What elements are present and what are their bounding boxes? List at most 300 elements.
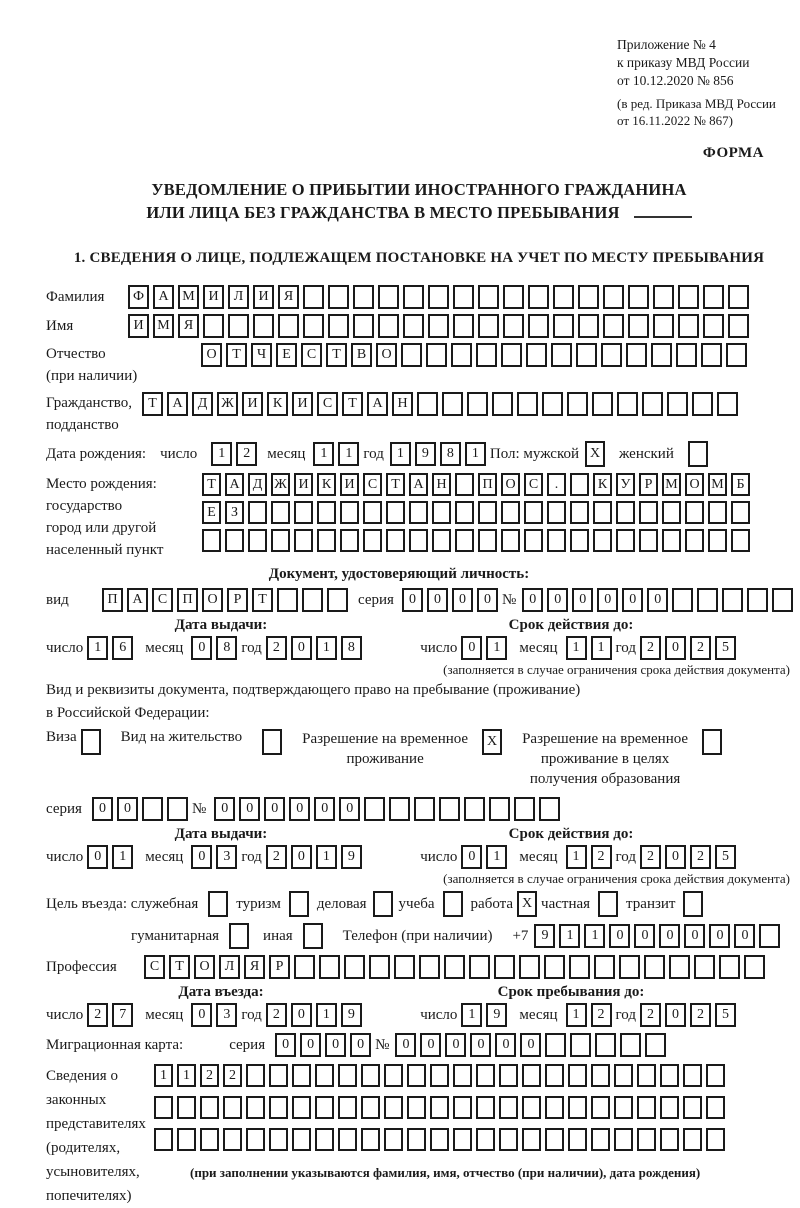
form-cell[interactable] [432,501,451,524]
stay-year-cells[interactable] [640,1003,740,1027]
form-cell[interactable]: П [478,473,497,496]
form-cell[interactable]: З [225,501,244,524]
form-cell[interactable]: Ж [217,392,238,416]
form-cell[interactable]: 1 [486,845,507,869]
form-cell[interactable]: Л [228,285,249,309]
form-cell[interactable]: 0 [291,845,312,869]
form-cell[interactable]: С [301,343,322,367]
form-cell[interactable]: И [128,314,149,338]
form-cell[interactable] [528,314,549,338]
form-cell[interactable] [701,343,722,367]
form-cell[interactable]: Е [276,343,297,367]
form-cell[interactable] [522,1096,541,1119]
form-cell[interactable]: 2 [87,1003,108,1027]
form-cell[interactable] [338,1128,357,1151]
form-cell[interactable] [759,924,780,948]
form-cell[interactable]: М [153,314,174,338]
form-cell[interactable]: И [294,473,313,496]
form-cell[interactable] [570,473,589,496]
form-cell[interactable] [269,1096,288,1119]
permit-valid-month-cells[interactable] [566,845,616,869]
form-cell[interactable] [628,314,649,338]
form-cell[interactable]: Б [731,473,750,496]
entry-day-cells[interactable] [87,1003,137,1027]
form-cell[interactable]: 0 [470,1033,491,1057]
form-cell[interactable] [703,314,724,338]
form-cell[interactable]: Т [142,392,163,416]
form-cell[interactable] [731,501,750,524]
form-cell[interactable] [637,1128,656,1151]
doc-issue-month-cells[interactable] [191,636,241,660]
form-cell[interactable] [570,501,589,524]
form-cell[interactable]: Я [278,285,299,309]
form-cell[interactable] [453,285,474,309]
form-cell[interactable] [706,1128,725,1151]
form-cell[interactable]: Т [342,392,363,416]
form-cell[interactable] [628,285,649,309]
form-cell[interactable] [591,1096,610,1119]
form-cell[interactable]: 0 [597,588,618,612]
form-cell[interactable] [361,1096,380,1119]
form-cell[interactable]: А [167,392,188,416]
form-cell[interactable] [455,529,474,552]
form-cell[interactable] [430,1128,449,1151]
form-cell[interactable] [645,1033,666,1057]
form-cell[interactable] [386,529,405,552]
form-cell[interactable] [277,588,298,612]
form-cell[interactable]: 0 [289,797,310,821]
form-cell[interactable] [728,314,749,338]
form-cell[interactable]: 1 [566,636,587,660]
form-cell[interactable]: 0 [395,1033,416,1057]
form-cell[interactable] [568,1064,587,1087]
form-cell[interactable] [401,343,422,367]
form-cell[interactable] [639,501,658,524]
form-cell[interactable] [717,392,738,416]
form-cell[interactable] [361,1128,380,1151]
form-cell[interactable]: 0 [92,797,113,821]
form-cell[interactable] [616,501,635,524]
form-cell[interactable] [614,1096,633,1119]
form-cell[interactable] [177,1096,196,1119]
form-cell[interactable] [576,343,597,367]
form-cell[interactable]: 5 [715,636,736,660]
form-cell[interactable]: 9 [341,845,362,869]
form-cell[interactable]: 0 [420,1033,441,1057]
form-cell[interactable] [708,529,727,552]
form-cell[interactable]: 0 [191,845,212,869]
form-cell[interactable]: 0 [609,924,630,948]
form-cell[interactable] [294,529,313,552]
form-cell[interactable] [685,501,704,524]
form-cell[interactable]: 1 [316,636,337,660]
form-cell[interactable] [644,955,665,979]
form-cell[interactable]: О [501,473,520,496]
form-cell[interactable] [524,529,543,552]
form-cell[interactable] [319,955,340,979]
form-cell[interactable]: Я [244,955,265,979]
form-cell[interactable] [501,343,522,367]
form-cell[interactable] [708,501,727,524]
form-cell[interactable] [676,343,697,367]
form-cell[interactable] [547,529,566,552]
form-cell[interactable] [614,1064,633,1087]
form-cell[interactable] [327,588,348,612]
form-cell[interactable]: С [317,392,338,416]
form-cell[interactable] [426,343,447,367]
form-cell[interactable] [455,501,474,524]
form-cell[interactable] [469,955,490,979]
form-cell[interactable] [430,1064,449,1087]
form-cell[interactable] [594,955,615,979]
form-cell[interactable]: А [409,473,428,496]
form-cell[interactable] [338,1064,357,1087]
form-cell[interactable]: М [178,285,199,309]
form-cell[interactable]: 3 [216,1003,237,1027]
form-cell[interactable]: И [292,392,313,416]
surname-cells[interactable] [128,285,753,309]
form-cell[interactable] [719,955,740,979]
form-cell[interactable]: А [153,285,174,309]
form-cell[interactable] [407,1128,426,1151]
form-cell[interactable] [569,955,590,979]
form-cell[interactable]: 0 [452,588,473,612]
form-cell[interactable] [489,797,510,821]
form-cell[interactable] [578,314,599,338]
form-cell[interactable] [369,955,390,979]
form-cell[interactable] [542,392,563,416]
form-cell[interactable] [653,285,674,309]
permit-series-cells[interactable] [92,797,192,821]
form-cell[interactable] [683,1128,702,1151]
form-cell[interactable] [223,1096,242,1119]
form-cell[interactable]: А [225,473,244,496]
birth-year-cells[interactable] [390,442,490,466]
form-cell[interactable] [432,529,451,552]
form-cell[interactable] [653,314,674,338]
form-cell[interactable]: Н [392,392,413,416]
stay-month-cells[interactable] [566,1003,616,1027]
form-cell[interactable] [501,501,520,524]
form-cell[interactable] [669,955,690,979]
form-cell[interactable]: 0 [734,924,755,948]
form-cell[interactable]: 0 [87,845,108,869]
birthplace-cells-row1[interactable] [202,473,754,496]
birthplace-cells-row3[interactable] [202,529,754,552]
doc-valid-year-cells[interactable] [640,636,740,660]
phone-cells[interactable] [534,924,784,948]
form-cell[interactable]: 1 [465,442,486,466]
form-cell[interactable]: 0 [622,588,643,612]
form-cell[interactable] [593,501,612,524]
form-cell[interactable]: 1 [566,845,587,869]
form-cell[interactable]: С [363,473,382,496]
purpose-tourism-checkbox[interactable] [289,891,309,917]
form-cell[interactable]: 2 [266,845,287,869]
doc-issue-day-cells[interactable] [87,636,137,660]
purpose-humanitarian-checkbox[interactable] [229,923,249,949]
form-cell[interactable]: 0 [339,797,360,821]
form-cell[interactable]: 2 [690,636,711,660]
form-cell[interactable] [553,285,574,309]
form-cell[interactable]: 0 [427,588,448,612]
form-cell[interactable] [731,529,750,552]
citizenship-cells[interactable] [142,392,742,416]
sex-male-checkbox[interactable]: X [585,441,605,467]
form-cell[interactable] [200,1096,219,1119]
form-cell[interactable]: 0 [275,1033,296,1057]
form-cell[interactable] [453,314,474,338]
form-cell[interactable]: 2 [591,1003,612,1027]
form-cell[interactable]: 1 [591,636,612,660]
form-cell[interactable]: 1 [566,1003,587,1027]
form-cell[interactable]: К [267,392,288,416]
permit-issue-day-cells[interactable] [87,845,137,869]
form-cell[interactable] [315,1064,334,1087]
form-cell[interactable]: 0 [264,797,285,821]
doc-type-cells[interactable] [102,588,352,612]
permit-issue-year-cells[interactable] [266,845,366,869]
form-cell[interactable] [570,1033,591,1057]
form-cell[interactable] [363,529,382,552]
form-cell[interactable]: И [242,392,263,416]
form-cell[interactable] [407,1064,426,1087]
form-cell[interactable] [601,343,622,367]
form-cell[interactable]: Т [386,473,405,496]
form-cell[interactable] [414,797,435,821]
form-cell[interactable] [660,1096,679,1119]
form-cell[interactable] [292,1128,311,1151]
form-cell[interactable] [453,1128,472,1151]
stay-day-cells[interactable] [461,1003,511,1027]
form-cell[interactable]: И [340,473,359,496]
doc-issue-year-cells[interactable] [266,636,366,660]
form-cell[interactable]: 7 [112,1003,133,1027]
form-cell[interactable] [386,501,405,524]
form-cell[interactable] [409,529,428,552]
visa-checkbox[interactable] [81,729,101,755]
form-cell[interactable] [545,1033,566,1057]
form-cell[interactable] [639,529,658,552]
form-cell[interactable]: 2 [223,1064,242,1087]
form-cell[interactable] [428,314,449,338]
form-cell[interactable] [528,285,549,309]
profession-cells[interactable] [144,955,769,979]
form-cell[interactable]: 0 [191,636,212,660]
form-cell[interactable]: 1 [313,442,334,466]
form-cell[interactable] [637,1064,656,1087]
form-cell[interactable] [246,1096,265,1119]
form-cell[interactable]: 0 [495,1033,516,1057]
form-cell[interactable]: 1 [461,1003,482,1027]
form-cell[interactable]: 1 [390,442,411,466]
form-cell[interactable] [651,343,672,367]
form-cell[interactable] [246,1128,265,1151]
form-cell[interactable]: 0 [314,797,335,821]
form-cell[interactable] [203,314,224,338]
form-cell[interactable] [478,285,499,309]
form-cell[interactable]: Д [248,473,267,496]
form-cell[interactable] [409,501,428,524]
form-cell[interactable]: 9 [486,1003,507,1027]
doc-valid-day-cells[interactable] [461,636,511,660]
form-cell[interactable] [591,1064,610,1087]
form-cell[interactable] [614,1128,633,1151]
form-cell[interactable] [683,1096,702,1119]
mig-series-cells[interactable] [275,1033,375,1057]
form-cell[interactable] [662,501,681,524]
form-cell[interactable] [476,1064,495,1087]
form-cell[interactable] [722,588,743,612]
form-cell[interactable] [591,1128,610,1151]
form-cell[interactable] [328,285,349,309]
form-cell[interactable] [726,343,747,367]
form-cell[interactable] [154,1128,173,1151]
form-cell[interactable] [494,955,515,979]
form-cell[interactable] [672,588,693,612]
form-cell[interactable] [248,501,267,524]
form-cell[interactable] [353,285,374,309]
form-cell[interactable] [492,392,513,416]
form-cell[interactable] [660,1064,679,1087]
form-cell[interactable]: . [547,473,566,496]
form-cell[interactable] [453,1096,472,1119]
form-cell[interactable]: 1 [87,636,108,660]
temp-permit-checkbox[interactable]: X [482,729,502,755]
form-cell[interactable] [361,1064,380,1087]
form-cell[interactable]: 2 [690,1003,711,1027]
form-cell[interactable] [253,314,274,338]
form-cell[interactable] [545,1064,564,1087]
form-cell[interactable] [303,285,324,309]
form-cell[interactable]: Т [169,955,190,979]
form-cell[interactable]: Д [192,392,213,416]
form-cell[interactable]: 0 [665,845,686,869]
form-cell[interactable] [662,529,681,552]
form-cell[interactable]: Л [219,955,240,979]
form-cell[interactable]: М [708,473,727,496]
form-cell[interactable] [451,343,472,367]
form-cell[interactable]: 1 [154,1064,173,1087]
form-cell[interactable]: 9 [534,924,555,948]
form-cell[interactable]: О [201,343,222,367]
form-cell[interactable] [568,1096,587,1119]
form-cell[interactable]: О [685,473,704,496]
form-cell[interactable]: 1 [338,442,359,466]
form-cell[interactable] [503,285,524,309]
form-cell[interactable] [694,955,715,979]
form-cell[interactable]: 1 [559,924,580,948]
form-cell[interactable] [667,392,688,416]
form-cell[interactable]: 0 [239,797,260,821]
form-cell[interactable] [545,1096,564,1119]
form-cell[interactable]: С [524,473,543,496]
form-cell[interactable] [167,797,188,821]
form-cell[interactable] [389,797,410,821]
form-cell[interactable] [692,392,713,416]
form-cell[interactable] [315,1128,334,1151]
form-cell[interactable]: К [593,473,612,496]
form-cell[interactable]: Ф [128,285,149,309]
form-cell[interactable] [142,797,163,821]
permit-valid-year-cells[interactable] [640,845,740,869]
form-cell[interactable] [603,285,624,309]
form-cell[interactable] [626,343,647,367]
entry-month-cells[interactable] [191,1003,241,1027]
form-cell[interactable] [524,501,543,524]
form-cell[interactable]: 3 [216,845,237,869]
form-cell[interactable]: 0 [291,1003,312,1027]
form-cell[interactable]: 0 [461,636,482,660]
form-cell[interactable] [772,588,793,612]
residence-permit-checkbox[interactable] [262,729,282,755]
form-cell[interactable]: 2 [236,442,257,466]
form-cell[interactable]: 8 [216,636,237,660]
form-cell[interactable]: 5 [715,1003,736,1027]
form-cell[interactable] [384,1096,403,1119]
form-cell[interactable] [294,955,315,979]
permit-issue-month-cells[interactable] [191,845,241,869]
form-cell[interactable]: 0 [634,924,655,948]
form-cell[interactable] [728,285,749,309]
sex-female-checkbox[interactable] [688,441,708,467]
form-cell[interactable]: 0 [117,797,138,821]
form-cell[interactable] [744,955,765,979]
form-cell[interactable] [539,797,560,821]
form-cell[interactable] [292,1064,311,1087]
form-cell[interactable] [603,314,624,338]
form-cell[interactable] [637,1096,656,1119]
form-cell[interactable]: 1 [584,924,605,948]
form-cell[interactable] [522,1064,541,1087]
form-cell[interactable]: Н [432,473,451,496]
form-cell[interactable] [526,343,547,367]
form-cell[interactable]: 8 [341,636,362,660]
form-cell[interactable]: 0 [647,588,668,612]
form-cell[interactable] [177,1128,196,1151]
form-cell[interactable]: 8 [440,442,461,466]
mig-number-cells[interactable] [395,1033,670,1057]
form-cell[interactable] [303,314,324,338]
form-cell[interactable] [439,797,460,821]
form-cell[interactable] [384,1128,403,1151]
form-cell[interactable] [228,314,249,338]
form-cell[interactable]: 0 [325,1033,346,1057]
form-cell[interactable]: Т [202,473,221,496]
form-cell[interactable] [499,1064,518,1087]
form-cell[interactable] [453,1064,472,1087]
form-cell[interactable] [271,501,290,524]
form-cell[interactable]: 1 [211,442,232,466]
form-cell[interactable]: 0 [291,636,312,660]
form-cell[interactable] [378,314,399,338]
form-cell[interactable]: А [367,392,388,416]
form-cell[interactable]: 0 [402,588,423,612]
form-cell[interactable] [302,588,323,612]
birthplace-cells-row2[interactable] [202,501,754,524]
form-cell[interactable]: А [127,588,148,612]
form-cell[interactable] [545,1128,564,1151]
form-cell[interactable] [315,1096,334,1119]
purpose-transit-checkbox[interactable] [683,891,703,917]
form-cell[interactable] [246,1064,265,1087]
form-cell[interactable]: 2 [591,845,612,869]
form-cell[interactable]: 2 [640,845,661,869]
form-cell[interactable] [553,314,574,338]
form-cell[interactable] [223,1128,242,1151]
form-cell[interactable] [514,797,535,821]
form-cell[interactable] [617,392,638,416]
